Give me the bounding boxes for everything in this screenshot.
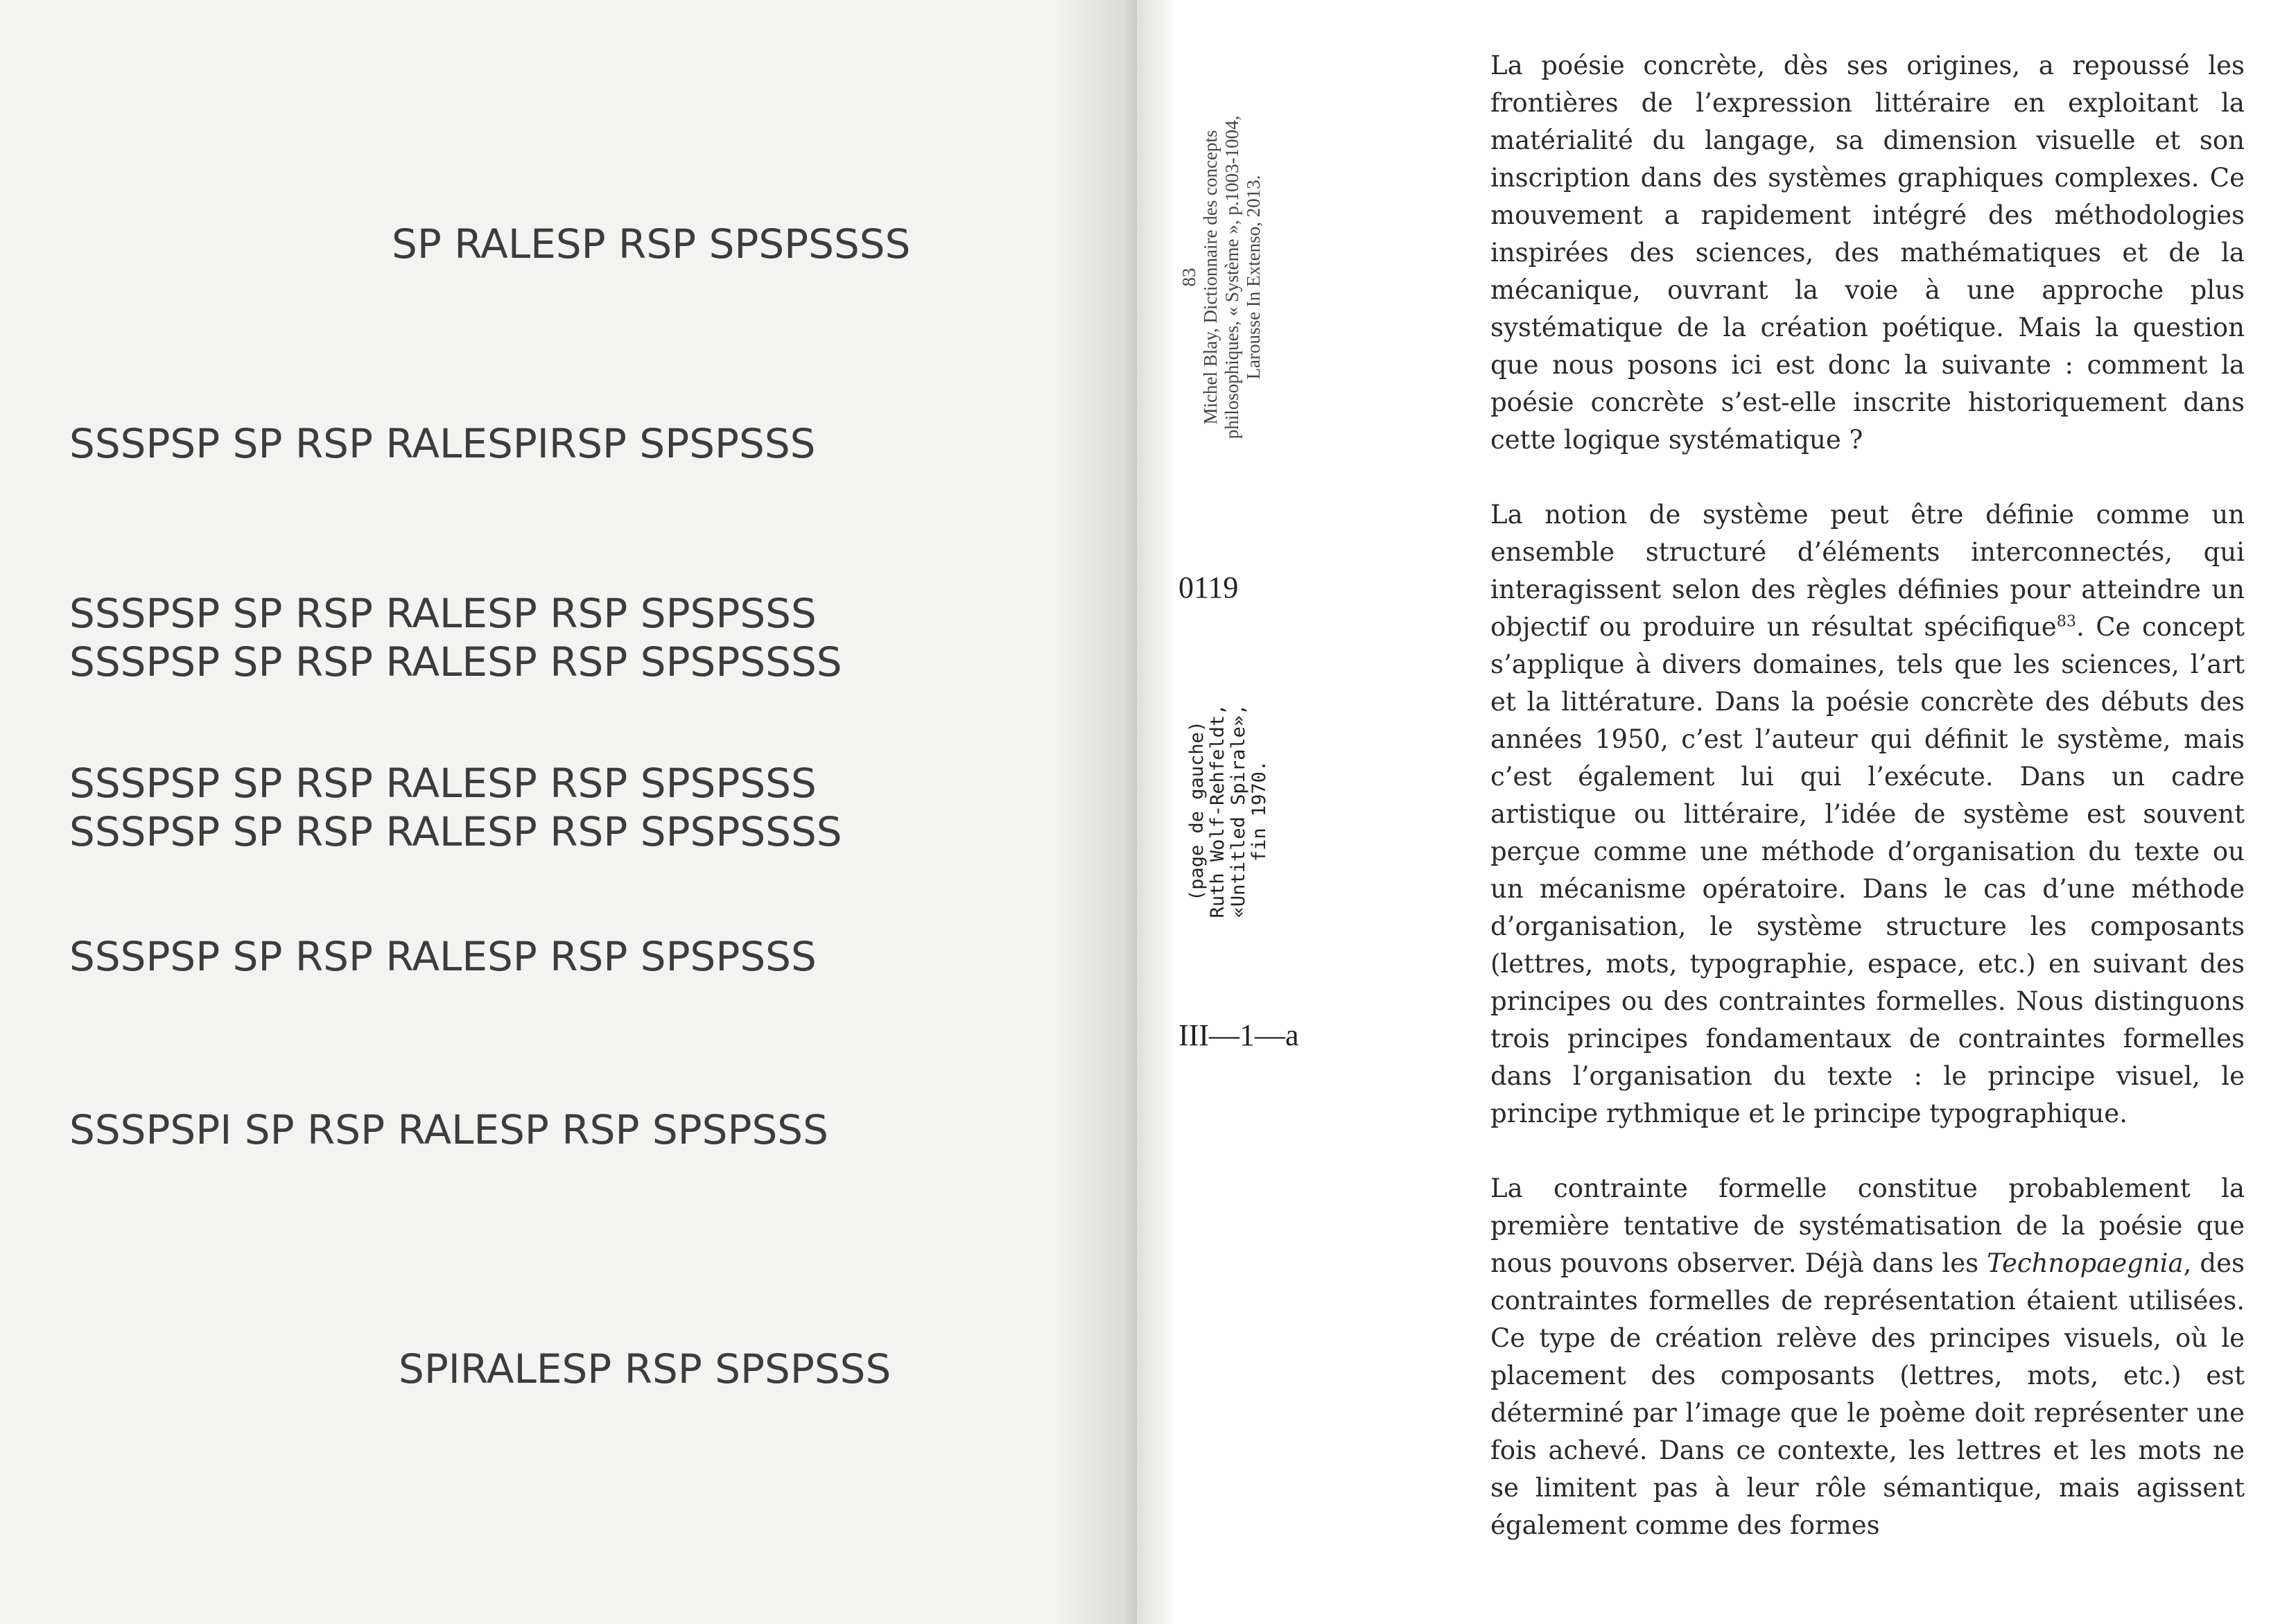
page-number: 0119 xyxy=(1178,570,1239,604)
artwork-line: SSSPSP SP RSP RALESP RSP SPSPSSS xyxy=(69,590,817,637)
italic-title: Technopaegnia xyxy=(1987,1248,2184,1278)
gutter-shadow xyxy=(1054,0,1137,1624)
artwork-line: SSSPSPI SP RSP RALESP RSP SPSPSSS xyxy=(69,1106,828,1153)
artwork-line: SSSPSP SP RSP RALESPIRSP SPSPSSS xyxy=(69,420,816,467)
caption-line: «Untitled Spirale», xyxy=(1228,704,1249,918)
artwork-line: SSSPSP SP RSP RALESP RSP SPSPSSSS xyxy=(69,808,842,855)
footnote-line: Larousse In Extenso, 2013. xyxy=(1243,175,1264,380)
section-code: III—1—a xyxy=(1178,1018,1299,1052)
caption-line: fin 1970. xyxy=(1248,760,1270,862)
paragraph-1: La poésie concrète, dès ses origines, a repoussé les frontières de l’expression littéraire en exploitant la matérialité du langage, sa dimension visuelle et son inscription dans des systèmes graphiques complexes. Ce mouvement a rapidement intégré des méthodologies inspirées des sciences, des mathématiques et de la mécanique, ouvrant la voie à une approche plus systématique de la création poétique. Mais la question que nous posons ici est donc la suivante : comment la poésie concrète s’est-elle inscrite historiquement dans cette logique systématique ? xyxy=(1490,51,2245,455)
gutter-shadow-right xyxy=(1137,0,1178,1624)
artwork-line: SPIRALESP RSP SPSPSSS xyxy=(399,1345,891,1392)
footnote-line: philosophiques, « Système », p.1003-1004, xyxy=(1221,115,1242,439)
caption-line: (page de gauche) xyxy=(1186,720,1208,902)
paragraph-2-text-a: La notion de système peut être définie comme un ensemble structuré d’éléments interconnectés, qui interagissent selon des règles définies pour atteindre un objectif ou produire un résultat spécifique xyxy=(1490,500,2245,642)
image-caption xyxy=(1187,665,1270,957)
footnote-reference: 83 xyxy=(2056,612,2076,631)
paragraph-3 xyxy=(1490,1170,2245,1544)
footnote-line: Michel Blay, Dictionnaire des concepts xyxy=(1200,130,1221,425)
paragraph-3-text-b: , des contraintes formelles de représentation étaient utilisées. Ce type de création relève des principes visuels, où le placement des composants (lettres, mots, etc.) est déterminé par l’image que le poème doit représenter une fois achevé. Dans ce contexte, les lettres et les mots ne se limitent pas à leur rôle sémantique, mais agissent également comme des formes xyxy=(1490,1248,2245,1540)
paragraph-2 xyxy=(1490,496,2245,1133)
artwork-line: SSSPSP SP RSP RALESP RSP SPSPSSSS xyxy=(69,638,842,686)
caption-line: Ruth Wolf-Rehfeldt, xyxy=(1207,704,1228,918)
paragraph-2-text-b: . Ce concept s’applique à divers domaines, tels que les sciences, l’art et la littérature. Dans la poésie concrète des débuts des années 1950, c’est l’auteur qui définit le système, mais c’est également lui qui l’exécute. Dans un cadre artistique ou littéraire, l’idée de système est souvent perçue comme une méthode d’organisation du texte ou un mécanisme opératoire. Dans le cas d’une méthode d’organisation, le système structure les composants (lettres, mots, typographie, espace, etc.) en suivant des principes ou des contraintes formelles. Nous distinguons trois principes fondamentaux de contraintes formelles dans l’organisation du texte : le principe visuel, le principe rythmique et le principe typographique. xyxy=(1490,612,2245,1128)
body-text xyxy=(1490,47,2245,1544)
footnote-83 xyxy=(1178,55,1264,499)
paragraph-3-text-a: La contrainte formelle constitue probablement la première tentative de systématisation de la poésie que nous pouvons observer. Déjà dans les xyxy=(1490,1173,2245,1278)
artwork-line: SSSPSP SP RSP RALESP RSP SPSPSSS xyxy=(69,760,817,807)
footnote-number: 83 xyxy=(1178,268,1199,287)
artwork-line: SSSPSP SP RSP RALESP RSP SPSPSSS xyxy=(69,933,817,980)
artwork-line: SP RALESP RSP SPSPSSSS xyxy=(392,220,911,268)
